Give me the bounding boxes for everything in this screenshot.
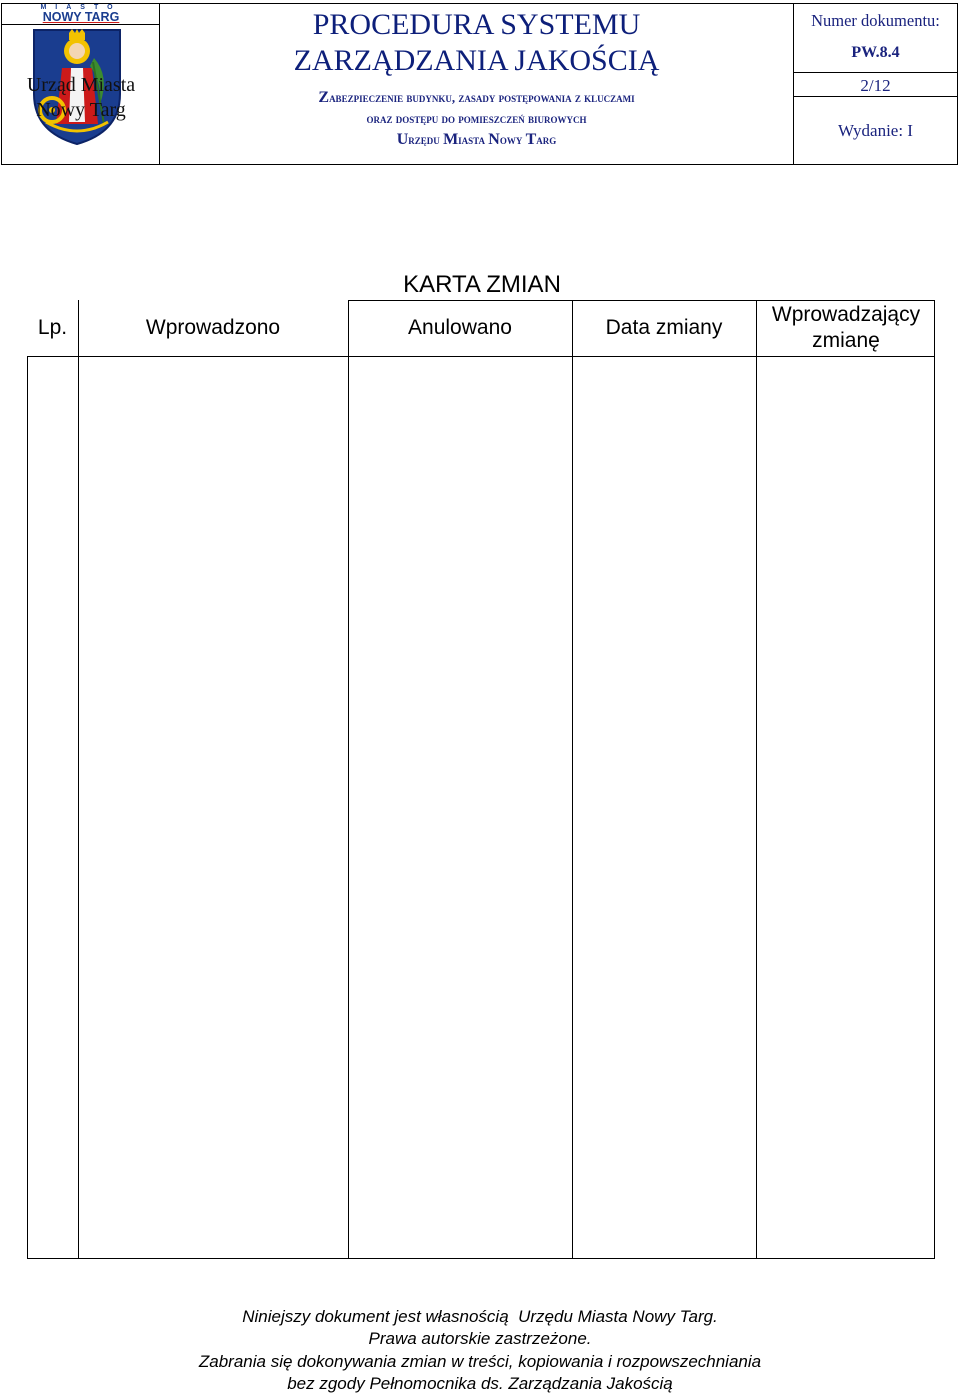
subtitle-text: rzędu (408, 132, 444, 147)
office-name (2, 73, 160, 123)
table-header-divider (27, 356, 935, 357)
title-cell (160, 4, 794, 164)
logo-cell (2, 4, 160, 164)
copyright-footer (0, 1306, 960, 1395)
procedure-title-line1: PROCEDURA SYSTEMU (312, 8, 641, 41)
logo-city-name: NOWY TARG (42, 10, 120, 24)
table-column-line (348, 300, 349, 1258)
info-divider (794, 96, 957, 97)
procedure-title-line2: ZARZĄDZANIA JAKOŚCIĄ (293, 44, 660, 77)
column-header-change-date: Data zmiany (605, 316, 723, 339)
subtitle-initial: T (525, 131, 537, 148)
column-header-lp: Lp. (37, 316, 68, 339)
column-header-author: Wprowadzający zmianę (771, 303, 921, 352)
table-border-bottom (27, 1258, 935, 1259)
column-header-introduced: Wprowadzono (145, 316, 281, 339)
subtitle-initial: N (488, 131, 500, 148)
footer-line: Prawa autorskie zastrzeżone. (368, 1329, 592, 1349)
page-number: 2/12 (860, 76, 891, 95)
logo-small-text: MIASTO (40, 4, 122, 11)
subtitle-text: owy (499, 132, 526, 147)
logo-banner (2, 4, 160, 25)
subtitle-line3 (160, 129, 793, 150)
footer-line: Niniejszy dokument jest własnością Urzędu Miasta Nowy Targ. (242, 1307, 718, 1326)
subtitle-initial: Z (318, 89, 330, 106)
footer-line: bez zgody Pełnomocnika ds. Zarządzania Jakością (287, 1373, 673, 1393)
subtitle-text: arg (536, 132, 557, 147)
document-info-cell (794, 4, 957, 164)
edition: Wydanie: I (838, 121, 913, 140)
doc-number: PW.8.4 (851, 44, 900, 61)
footer-line: Zabrania się dokonywania zmian w treści, kopiowania i rozpowszechniania (198, 1351, 762, 1371)
procedure-title (160, 7, 793, 79)
table-border-top (348, 300, 935, 301)
office-name-line2: Nowy Targ (36, 99, 126, 121)
info-divider (794, 72, 957, 73)
table-column-line (27, 356, 28, 1258)
document-header (1, 3, 958, 165)
subtitle-line2: oraz dostępu do pomieszczeń biurowych (366, 111, 587, 126)
table-column-line (756, 300, 757, 1258)
column-header-cancelled: Anulowano (408, 316, 512, 339)
subtitle-line1 (160, 87, 793, 108)
subtitle-initial: U (396, 131, 409, 148)
doc-number-label: Numer dokumentu: (811, 11, 940, 30)
office-name-line1: Urząd Miasta (26, 74, 136, 96)
table-column-line (78, 300, 79, 1258)
subtitle-text: iasta (458, 132, 489, 147)
change-log-title: KARTA ZMIAN (403, 271, 561, 298)
table-column-line (934, 300, 935, 1258)
table-column-line (572, 300, 573, 1258)
subtitle-text: abezpieczenie budynku, zasady postępowania z kluczami (329, 90, 635, 105)
subtitle-initial: M (443, 131, 459, 148)
procedure-subtitle (160, 87, 793, 150)
